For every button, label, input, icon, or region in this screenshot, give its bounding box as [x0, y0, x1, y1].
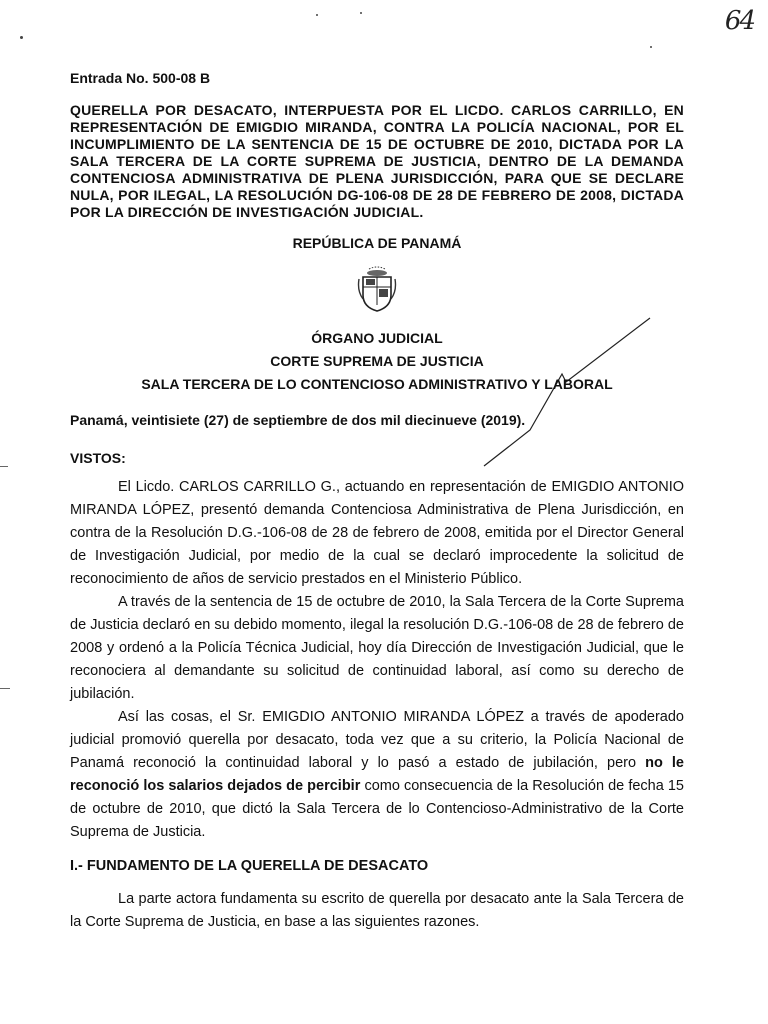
scan-speck — [20, 36, 23, 39]
paragraph-4: La parte actora fundamenta su escrito de querella por desacato ante la Sala Tercera de la Corte Suprema de Justicia, en base a las siguientes razones. — [70, 891, 684, 930]
paragraph-3 — [70, 706, 684, 844]
republic-title: REPÚBLICA DE PANAMÁ — [292, 235, 462, 251]
scan-speck — [360, 12, 362, 14]
case-title: QUERELLA POR DESACATO, INTERPUESTA POR EL LICDO. CARLOS CARRILLO, EN REPRESENTACIÓN DE EMIGDIO MIRANDA, CONTRA LA POLICÍA NACIONAL, POR EL INCUMPLIMIENTO DE LA SENTENCIA DE 15 DE OCTUBRE DE 2010, DICTADA POR LA SALA TERCERA DE LA CORTE SUPREMA DE JUSTICIA, DENTRO DE LA DEMANDA CONTENCIOSA ADMINISTRATIVA DE PLENA JURISDICCIÓN, PARA QUE SE DECLARE NULA, POR ILEGAL, LA RESOLUCIÓN DG-106-08 DE 28 DE FEBRERO DE 2008, DICTADA POR LA DIRECCIÓN DE INVESTIGACIÓN JUDICIAL. — [70, 102, 684, 220]
paragraph-3-start: Así las cosas, el Sr. EMIGDIO ANTONIO MIRANDA LÓPEZ a través de apoderado judicial promovió querella por desacato, toda vez que a su criterio, la Policía Nacional de Panamá reconoció la continuidad laboral y lo pasó a estado de jubilación, pero — [70, 709, 684, 771]
paragraph-2: A través de la sentencia de 15 de octubre de 2010, la Sala Tercera de la Corte Suprema de Justicia declaró en su debido momento, ilegal la resolución D.G.-106-08 de 28 de febrero de 2008 y ordenó a la Policía Técnica Judicial, hoy día Dirección de Investigación Judicial, que le reconociera al demandante su solicitud de continuidad laboral, así como su derecho de jubilación. — [70, 594, 684, 702]
organ-title: ÓRGANO JUDICIAL — [311, 330, 443, 346]
document-body — [70, 70, 684, 934]
entry-number: Entrada No. 500-08 B — [70, 70, 211, 86]
coat-of-arms-seal — [70, 265, 684, 315]
scan-edge-mark — [0, 466, 8, 467]
date-line: Panamá, veintisiete (27) de septiembre de dos mil diecinueve (2019). — [70, 412, 526, 428]
vistos-heading: VISTOS: — [70, 450, 126, 466]
paragraph-1: El Licdo. CARLOS CARRILLO G., actuando en representación de EMIGDIO ANTONIO MIRANDA LÓPEZ, presentó demanda Contenciosa Administrativa de Plena Jurisdicción, en contra de la Resolución D.G.-106-08 de 28 de febrero de 2008, emitida por el Director General de Investigación Judicial, por medio de la cual se declaró improcedente la solicitud de reconocimiento de años de servicio prestados en el Ministerio Público. — [70, 479, 684, 587]
supreme-court-title: CORTE SUPREMA DE JUSTICIA — [270, 353, 484, 369]
coat-of-arms-icon — [357, 265, 397, 313]
section-title: I.- FUNDAMENTO DE LA QUERELLA DE DESACATO — [70, 858, 429, 874]
scan-speck — [650, 46, 652, 48]
paragraph-3-end: como consecuencia de la Resolución de fecha 15 de octubre de 2010, que dictó la Sala Tercera de lo Contencioso-Administrativo de la Corte Suprema de Justicia. — [70, 778, 684, 840]
scan-edge-mark — [0, 688, 10, 689]
chamber-title: SALA TERCERA DE LO CONTENCIOSO ADMINISTRATIVO Y LABORAL — [141, 376, 613, 392]
paragraph-3-emphasis: no le reconoció los salarios dejados de percibir — [70, 755, 684, 794]
scan-speck — [316, 14, 318, 16]
handwritten-page-number: 64 — [724, 6, 754, 36]
